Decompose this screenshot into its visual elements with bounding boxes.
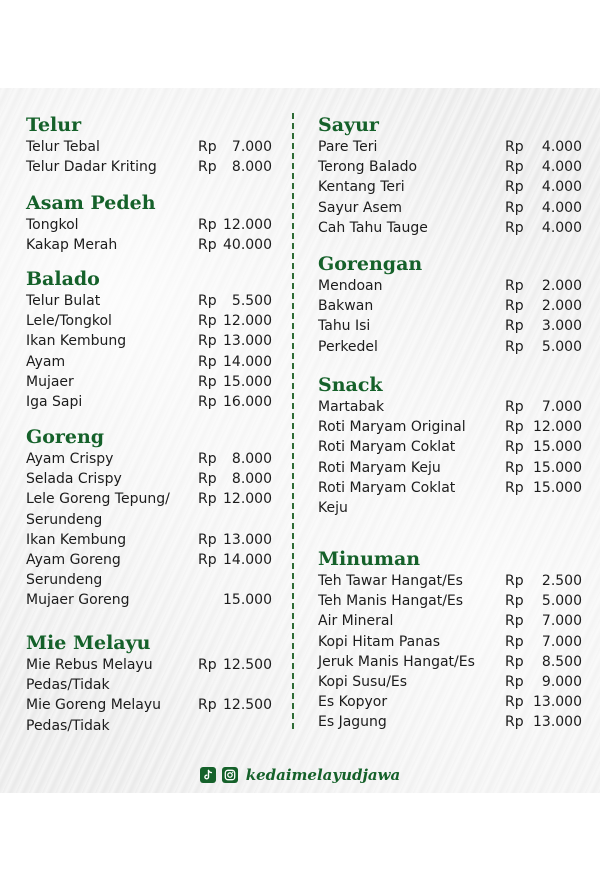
item-currency: Rp bbox=[505, 159, 524, 176]
item-currency: Rp bbox=[198, 657, 217, 673]
menu-item bbox=[318, 296, 582, 316]
item-price: 7.000 bbox=[231, 139, 272, 155]
item-price: 15.000 bbox=[223, 592, 272, 609]
menu-item bbox=[26, 392, 272, 412]
item-name: Roti Maryam Coklat bbox=[318, 479, 456, 496]
item-price: 12.000 bbox=[533, 419, 582, 436]
item-currency: Rp bbox=[198, 697, 217, 714]
category-gorengan bbox=[318, 252, 582, 357]
menu-item bbox=[318, 157, 582, 177]
item-name: Teh Manis Hangat/Es bbox=[318, 593, 464, 610]
category-title: Gorengan bbox=[318, 253, 423, 275]
menu-item-continuation bbox=[26, 675, 272, 695]
category-goreng bbox=[26, 425, 272, 611]
menu-item bbox=[26, 530, 272, 550]
item-name: Mendoan bbox=[318, 278, 383, 294]
item-name: Mujaer Goreng bbox=[26, 592, 130, 609]
menu-item-continuation bbox=[318, 498, 582, 518]
category-title: Goreng bbox=[26, 426, 105, 448]
item-name: Sayur Asem bbox=[318, 199, 402, 216]
item-currency: Rp bbox=[198, 293, 217, 309]
menu-item bbox=[26, 215, 272, 235]
menu-item-continuation bbox=[26, 570, 272, 590]
item-currency: Rp bbox=[505, 179, 524, 196]
item-currency: Rp bbox=[198, 551, 217, 568]
item-price: 15.000 bbox=[223, 373, 272, 390]
category-title: Asam Pedeh bbox=[26, 192, 156, 214]
menu-item bbox=[318, 177, 582, 197]
menu-item bbox=[26, 550, 272, 570]
item-name: Mie Rebus Melayu bbox=[26, 657, 153, 673]
menu-item bbox=[318, 417, 582, 437]
item-currency: Rp bbox=[198, 471, 217, 488]
menu-item bbox=[318, 692, 582, 712]
menu-item bbox=[318, 198, 582, 218]
item-currency: Rp bbox=[198, 451, 217, 467]
item-price: 13.000 bbox=[533, 714, 582, 731]
item-price: 4.000 bbox=[541, 159, 582, 176]
column-divider bbox=[292, 113, 294, 729]
category-telur bbox=[26, 113, 272, 177]
item-currency: Rp bbox=[198, 393, 217, 410]
item-price: 7.000 bbox=[541, 633, 582, 650]
menu-item bbox=[26, 372, 272, 392]
item-name: Bakwan bbox=[318, 298, 374, 315]
social-handle[interactable]: kedaimelayudjawa bbox=[245, 766, 401, 784]
item-name: Serundeng bbox=[26, 511, 103, 528]
menu-item bbox=[318, 137, 582, 157]
menu-item bbox=[26, 469, 272, 489]
item-price: 4.000 bbox=[541, 219, 582, 236]
menu-item bbox=[318, 478, 582, 498]
menu-item bbox=[318, 611, 582, 631]
item-name: Telur Dadar Kriting bbox=[26, 159, 157, 176]
item-name: Telur Bulat bbox=[26, 293, 101, 309]
item-currency: Rp bbox=[505, 573, 524, 589]
item-name: Kopi Hitam Panas bbox=[318, 633, 440, 650]
item-price: 40.000 bbox=[223, 237, 272, 254]
item-name: Telur Tebal bbox=[26, 139, 100, 155]
item-name: Perkedel bbox=[318, 338, 378, 355]
item-price: 4.000 bbox=[541, 179, 582, 196]
menu-item bbox=[26, 449, 272, 469]
item-name: Tongkol bbox=[26, 217, 79, 233]
item-price: 15.000 bbox=[533, 459, 582, 476]
menu-item bbox=[318, 652, 582, 672]
item-price: 12.000 bbox=[223, 217, 272, 233]
item-currency: Rp bbox=[198, 491, 217, 508]
category-title: Minuman bbox=[318, 548, 421, 570]
item-currency: Rp bbox=[198, 333, 217, 350]
item-price: 15.000 bbox=[533, 439, 582, 456]
item-price: 12.000 bbox=[223, 313, 272, 330]
menu-item bbox=[26, 157, 272, 177]
item-currency: Rp bbox=[505, 399, 524, 415]
item-name: Roti Maryam Original bbox=[318, 419, 466, 436]
item-price: 14.000 bbox=[223, 551, 272, 568]
menu-item bbox=[26, 331, 272, 351]
item-name: Iga Sapi bbox=[26, 393, 83, 410]
item-name: Cah Tahu Tauge bbox=[318, 219, 428, 236]
item-name: Pedas/Tidak bbox=[26, 677, 110, 694]
item-name: Serundeng bbox=[26, 572, 103, 589]
item-currency: Rp bbox=[505, 338, 524, 355]
item-name: Selada Crispy bbox=[26, 471, 122, 488]
menu-item bbox=[318, 458, 582, 478]
item-price: 9.000 bbox=[541, 673, 582, 690]
item-currency: Rp bbox=[505, 459, 524, 476]
menu-item bbox=[318, 337, 582, 357]
item-currency: Rp bbox=[505, 714, 524, 731]
item-name: Jeruk Manis Hangat/Es bbox=[318, 653, 475, 670]
item-price: 8.500 bbox=[541, 653, 582, 670]
tiktok-icon[interactable] bbox=[200, 767, 216, 783]
item-price: 8.000 bbox=[231, 451, 272, 467]
item-price: 4.000 bbox=[541, 139, 582, 155]
item-currency: Rp bbox=[505, 419, 524, 436]
item-price: 8.000 bbox=[231, 159, 272, 176]
menu-item bbox=[26, 655, 272, 675]
category-title: Balado bbox=[26, 268, 100, 290]
item-price: 2.000 bbox=[541, 278, 582, 294]
menu-item bbox=[318, 712, 582, 732]
item-name: Ayam bbox=[26, 353, 66, 370]
item-name: Air Mineral bbox=[318, 613, 394, 630]
item-name: Ikan Kembung bbox=[26, 531, 127, 548]
item-currency: Rp bbox=[198, 237, 217, 254]
item-currency: Rp bbox=[505, 593, 524, 610]
item-currency: Rp bbox=[505, 278, 524, 294]
item-currency: Rp bbox=[198, 139, 217, 155]
item-currency: Rp bbox=[505, 199, 524, 216]
item-price: 15.000 bbox=[533, 479, 582, 496]
menu-item bbox=[318, 672, 582, 692]
menu-item bbox=[26, 352, 272, 372]
item-price: 12.500 bbox=[223, 697, 272, 714]
menu-item bbox=[318, 276, 582, 296]
menu-item bbox=[318, 632, 582, 652]
item-name: Mie Goreng Melayu bbox=[26, 697, 162, 714]
item-currency: Rp bbox=[505, 633, 524, 650]
menu-item-continuation bbox=[26, 716, 272, 736]
item-currency: Rp bbox=[198, 373, 217, 390]
item-price: 13.000 bbox=[223, 531, 272, 548]
category-minuman bbox=[318, 547, 582, 733]
item-name: Martabak bbox=[318, 399, 385, 415]
item-price: 12.000 bbox=[223, 491, 272, 508]
item-price: 13.000 bbox=[533, 694, 582, 711]
category-title: Mie Melayu bbox=[26, 632, 151, 654]
item-name: Pedas/Tidak bbox=[26, 717, 110, 734]
item-name: Teh Tawar Hangat/Es bbox=[318, 573, 463, 589]
item-name: Lele Goreng Tepung/ bbox=[26, 491, 170, 508]
item-currency: Rp bbox=[505, 298, 524, 315]
category-snack bbox=[318, 373, 582, 518]
item-currency: Rp bbox=[505, 139, 524, 155]
item-name: Kentang Teri bbox=[318, 179, 405, 196]
item-price: 3.000 bbox=[541, 318, 582, 335]
menu-item-continuation bbox=[26, 510, 272, 530]
menu-item bbox=[26, 291, 272, 311]
menu-item bbox=[26, 137, 272, 157]
item-currency: Rp bbox=[198, 217, 217, 233]
item-name: Roti Maryam Coklat bbox=[318, 439, 456, 456]
item-currency: Rp bbox=[505, 219, 524, 236]
item-name: Keju bbox=[318, 499, 348, 516]
menu-item bbox=[26, 311, 272, 331]
item-name: Kakap Merah bbox=[26, 237, 118, 254]
item-currency: Rp bbox=[198, 353, 217, 370]
item-price: 2.000 bbox=[541, 298, 582, 315]
category-title: Sayur bbox=[318, 114, 379, 136]
menu-item bbox=[26, 235, 272, 255]
menu-item bbox=[26, 590, 272, 610]
category-title: Snack bbox=[318, 374, 383, 396]
item-price: 7.000 bbox=[541, 399, 582, 415]
category-title: Telur bbox=[26, 114, 82, 136]
item-currency: Rp bbox=[505, 318, 524, 335]
item-currency: Rp bbox=[505, 439, 524, 456]
item-price: 13.000 bbox=[223, 333, 272, 350]
item-currency: Rp bbox=[198, 313, 217, 330]
category-sayur bbox=[318, 113, 582, 238]
item-name: Pare Teri bbox=[318, 139, 378, 155]
item-currency: Rp bbox=[198, 159, 217, 176]
item-currency: Rp bbox=[198, 531, 217, 548]
menu-item bbox=[318, 316, 582, 336]
item-name: Ayam Crispy bbox=[26, 451, 114, 467]
item-currency: Rp bbox=[505, 653, 524, 670]
item-price: 7.000 bbox=[541, 613, 582, 630]
item-name: Es Jagung bbox=[318, 714, 387, 731]
item-name: Mujaer bbox=[26, 373, 74, 390]
item-price: 8.000 bbox=[231, 471, 272, 488]
item-price: 2.500 bbox=[541, 573, 582, 589]
item-currency: Rp bbox=[505, 673, 524, 690]
item-price: 16.000 bbox=[223, 393, 272, 410]
menu-item bbox=[318, 397, 582, 417]
item-price: 4.000 bbox=[541, 199, 582, 216]
item-currency: Rp bbox=[505, 613, 524, 630]
item-price: 14.000 bbox=[223, 353, 272, 370]
category-mie-melayu bbox=[26, 631, 272, 736]
menu-item bbox=[318, 591, 582, 611]
social-footer bbox=[0, 764, 600, 786]
item-currency: Rp bbox=[505, 479, 524, 496]
menu-item bbox=[318, 437, 582, 457]
item-currency: Rp bbox=[505, 694, 524, 711]
menu-item bbox=[318, 218, 582, 238]
menu-poster bbox=[0, 88, 600, 793]
category-balado bbox=[26, 267, 272, 412]
item-price: 5.000 bbox=[541, 593, 582, 610]
item-price: 5.000 bbox=[541, 338, 582, 355]
menu-item bbox=[26, 695, 272, 715]
item-name: Tahu Isi bbox=[318, 318, 371, 335]
item-price: 12.500 bbox=[223, 657, 272, 673]
item-name: Ayam Goreng bbox=[26, 551, 121, 568]
item-name: Kopi Susu/Es bbox=[318, 673, 408, 690]
item-name: Lele/Tongkol bbox=[26, 313, 112, 330]
category-asam-pedeh bbox=[26, 191, 272, 255]
instagram-icon[interactable] bbox=[222, 767, 238, 783]
item-price: 5.500 bbox=[231, 293, 272, 309]
item-name: Es Kopyor bbox=[318, 694, 388, 711]
menu-item bbox=[318, 571, 582, 591]
item-name: Terong Balado bbox=[318, 159, 418, 176]
item-name: Ikan Kembung bbox=[26, 333, 127, 350]
item-name: Roti Maryam Keju bbox=[318, 459, 441, 476]
menu-item bbox=[26, 489, 272, 509]
